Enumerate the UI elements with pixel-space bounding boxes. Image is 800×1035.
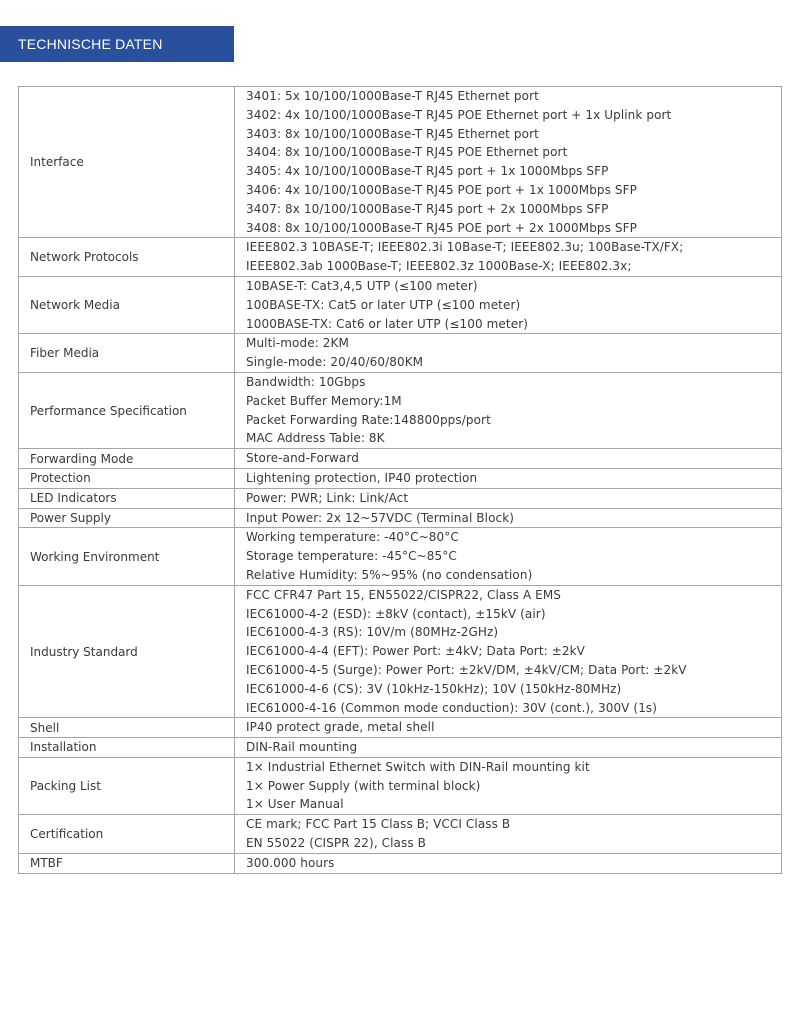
spec-value-line: Input Power: 2x 12~57VDC (Terminal Block) xyxy=(246,510,515,525)
spec-value xyxy=(235,757,782,814)
spec-row-protection xyxy=(19,468,782,488)
spec-label: MTBF xyxy=(19,853,235,873)
spec-row-forwarding-mode xyxy=(19,449,782,469)
spec-row-network-protocols xyxy=(19,238,782,277)
spec-value xyxy=(235,718,782,738)
specs-table-body xyxy=(19,87,782,874)
spec-value-line: 3401: 5x 10/100/1000Base-T RJ45 Ethernet port xyxy=(246,89,539,103)
section-title: TECHNISCHE DATEN xyxy=(0,26,234,62)
spec-value-line: IEC61000-4-5 (Surge): Power Port: ±2kV/DM, ±4kV/CM; Data Port: ±2kV xyxy=(246,662,687,677)
spec-value-line: Multi-mode: 2KM xyxy=(246,336,349,351)
spec-value xyxy=(235,585,782,718)
spec-row-mtbf xyxy=(19,853,782,873)
spec-value xyxy=(235,815,782,854)
spec-value-line: Storage temperature: -45°C~85°C xyxy=(246,549,457,564)
spec-value-line: IEC61000-4-4 (EFT): Power Port: ±4kV; Data Port: ±2kV xyxy=(246,644,585,659)
spec-value-line: Power: PWR; Link: Link/Act xyxy=(246,490,409,505)
spec-label: Power Supply xyxy=(19,508,235,528)
spec-value-line: FCC CFR47 Part 15, EN55022/CISPR22, Class A EMS xyxy=(246,587,562,602)
spec-value-line: 1000BASE-TX: Cat6 or later UTP (≤100 meter) xyxy=(246,316,529,331)
spec-value-line: 1× Industrial Ethernet Switch with DIN-Rail mounting kit xyxy=(246,759,590,774)
spec-label: LED Indicators xyxy=(19,488,235,508)
spec-value-line: 10BASE-T: Cat3,4,5 UTP (≤100 meter) xyxy=(246,278,478,293)
spec-value xyxy=(235,449,782,469)
spec-value xyxy=(235,738,782,758)
spec-value xyxy=(235,508,782,528)
spec-value-line: DIN-Rail mounting xyxy=(246,740,358,755)
spec-value-line: IEC61000-4-6 (CS): 3V (10kHz-150kHz); 10V (150kHz-80MHz) xyxy=(246,681,622,696)
spec-value-line: IEC61000-4-2 (ESD): ±8kV (contact), ±15kV (air) xyxy=(246,606,546,621)
spec-value xyxy=(235,853,782,873)
spec-value xyxy=(235,87,782,238)
spec-label: Certification xyxy=(19,815,235,854)
spec-value-line: IEEE802.3 10BASE-T; IEEE802.3i 10Base-T; IEEE802.3u; 100Base-TX/FX; xyxy=(246,240,684,255)
spec-label: Installation xyxy=(19,738,235,758)
spec-value-line: 300.000 hours xyxy=(246,855,335,870)
spec-value xyxy=(235,372,782,448)
spec-value-line: 3404: 8x 10/100/1000Base-T RJ45 POE Ethernet port xyxy=(246,145,568,160)
spec-value-line: EN 55022 (CISPR 22), Class B xyxy=(246,836,426,851)
spec-value-line: 3408: 8x 10/100/1000Base-T RJ45 POE port + 2x 1000Mbps SFP xyxy=(246,220,637,235)
spec-value-line: Single-mode: 20/40/60/80KM xyxy=(246,355,424,370)
spec-value-line: Store-and-Forward xyxy=(246,451,359,466)
specs-table xyxy=(18,86,782,874)
spec-row-network-media xyxy=(19,276,782,333)
spec-label: Packing List xyxy=(19,757,235,814)
spec-row-interface xyxy=(19,87,782,238)
spec-label: Interface xyxy=(19,87,235,238)
spec-value xyxy=(235,468,782,488)
spec-value-line: Lightening protection, IP40 protection xyxy=(246,470,478,485)
spec-row-performance-specification xyxy=(19,372,782,448)
spec-label: Fiber Media xyxy=(19,334,235,373)
spec-row-certification xyxy=(19,815,782,854)
spec-row-led-indicators xyxy=(19,488,782,508)
spec-value-line: IEC61000-4-3 (RS): 10V/m (80MHz-2GHz) xyxy=(246,625,499,640)
spec-value-line: 3406: 4x 10/100/1000Base-T RJ45 POE port + 1x 1000Mbps SFP xyxy=(246,182,637,197)
spec-row-power-supply xyxy=(19,508,782,528)
spec-value-line: 3403: 8x 10/100/1000Base-T RJ45 Ethernet port xyxy=(246,126,539,141)
spec-label: Shell xyxy=(19,718,235,738)
spec-label: Performance Specification xyxy=(19,372,235,448)
spec-value-line: 100BASE-TX: Cat5 or later UTP (≤100 meter) xyxy=(246,297,521,312)
spec-row-packing-list xyxy=(19,757,782,814)
spec-value-line: IEEE802.3ab 1000Base-T; IEEE802.3z 1000Base-X; IEEE802.3x; xyxy=(246,259,632,274)
spec-label: Network Media xyxy=(19,276,235,333)
spec-value xyxy=(235,276,782,333)
spec-label: Working Environment xyxy=(19,528,235,585)
spec-value-line: 3407: 8x 10/100/1000Base-T RJ45 port + 2x 1000Mbps SFP xyxy=(246,201,609,216)
spec-value-line: CE mark; FCC Part 15 Class B; VCCI Class B xyxy=(246,817,511,832)
spec-value xyxy=(235,334,782,373)
spec-value xyxy=(235,238,782,277)
spec-row-industry-standard xyxy=(19,585,782,718)
spec-value-line: IP40 protect grade, metal shell xyxy=(246,720,435,735)
spec-value-line: 1× User Manual xyxy=(246,797,344,812)
spec-value-line: MAC Address Table: 8K xyxy=(246,431,385,446)
spec-value-line: Packet Buffer Memory:1M xyxy=(246,393,402,408)
spec-value-line: 3402: 4x 10/100/1000Base-T RJ45 POE Ethernet port + 1x Uplink port xyxy=(246,107,672,122)
spec-value-line: Packet Forwarding Rate:148800pps/port xyxy=(246,412,491,427)
spec-value-line: Working temperature: -40°C~80°C xyxy=(246,530,459,545)
spec-value-line: 1× Power Supply (with terminal block) xyxy=(246,778,481,793)
spec-value-line: 3405: 4x 10/100/1000Base-T RJ45 port + 1x 1000Mbps SFP xyxy=(246,164,609,179)
spec-value-line: Relative Humidity: 5%~95% (no condensation) xyxy=(246,567,533,582)
spec-value-line: IEC61000-4-16 (Common mode conduction): 30V (cont.), 300V (1s) xyxy=(246,700,658,715)
spec-row-installation xyxy=(19,738,782,758)
spec-label: Network Protocols xyxy=(19,238,235,277)
spec-row-fiber-media xyxy=(19,334,782,373)
spec-value-line: Bandwidth: 10Gbps xyxy=(246,374,366,389)
spec-label: Industry Standard xyxy=(19,585,235,718)
spec-label: Protection xyxy=(19,468,235,488)
spec-row-shell xyxy=(19,718,782,738)
spec-label: Forwarding Mode xyxy=(19,449,235,469)
spec-value xyxy=(235,528,782,585)
spec-row-working-environment xyxy=(19,528,782,585)
spec-value xyxy=(235,488,782,508)
